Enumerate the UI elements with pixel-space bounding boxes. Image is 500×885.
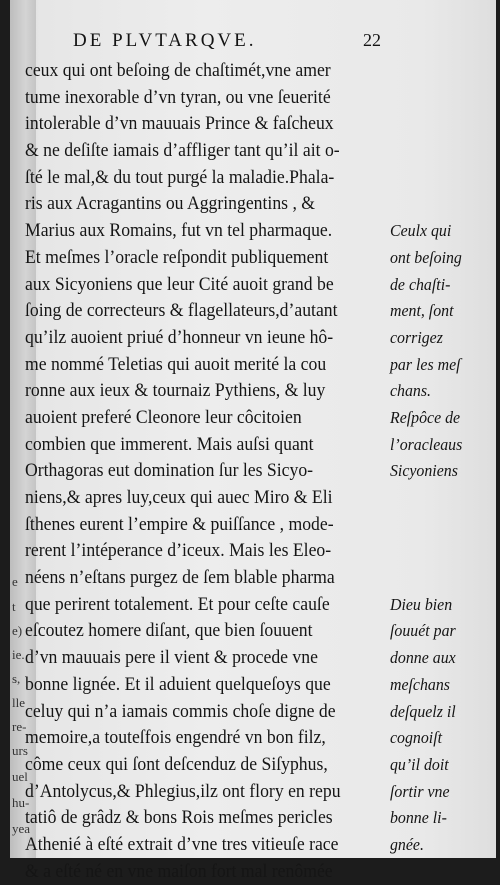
text-line: ceux qui ont beſoing de chaſtimét,vne amer — [25, 60, 331, 81]
margin-note — [390, 85, 490, 112]
margin-note — [390, 512, 490, 539]
text-line: combien que immerent. Mais auſsi quant — [25, 433, 314, 455]
margin-note: gnée. — [390, 834, 424, 854]
text-line: tume inexorable d’vn tyran, ou vne ſeuerité — [25, 86, 331, 108]
margin-note — [390, 565, 490, 592]
gutter-fragment: e) — [12, 623, 23, 638]
text-line: ſoing de correcteurs & flagellateurs,d’autant — [25, 300, 338, 322]
text-line: auoient preferé Cleonore leur côcitoien — [25, 406, 302, 428]
text-line: rerent l’intéperance d’iceux. Mais les Eleo- — [25, 540, 332, 562]
gutter-fragment: e — [12, 574, 18, 589]
margin-note: chans. — [390, 381, 432, 401]
gutter-fragment: ie. — [12, 647, 25, 662]
margin-note: ſouuét par — [390, 621, 456, 641]
margin-note — [390, 538, 490, 565]
margin-note: ont beſoing — [390, 247, 462, 267]
margin-note: bonne li- — [390, 808, 447, 828]
text-line: niens,& apres luy,ceux qui auec Miro & Eli — [25, 487, 333, 508]
book-page — [10, 0, 496, 882]
gutter-fragment: s, — [12, 671, 21, 686]
gutter-fragment: re- — [12, 719, 27, 734]
gutter-fragment: yea — [12, 821, 31, 836]
text-line: qu’ilz auoient priué d’honneur vn ieune hô- — [25, 326, 334, 348]
text-line: d’Antolycus,& Phlegius,ilz ont flory en repu — [25, 780, 341, 802]
gutter-fragment: urs — [12, 743, 28, 758]
text-line: intolerable d’vn mauuais Prince & faſcheux — [25, 113, 334, 135]
text-line: eſcoutez homere diſant, que bien ſouuent — [25, 620, 313, 642]
text-line: d’vn mauuais pere il vient & procede vne — [25, 647, 318, 669]
text-line: ris aux Acragantins ou Aggringentins , & — [25, 193, 316, 215]
text-line: ſté le mal,& du tout purgé la maladie.Phala- — [25, 166, 335, 188]
margin-note: deſquelz il — [390, 701, 456, 721]
page-header — [73, 30, 496, 54]
margin-note — [390, 138, 490, 165]
text-line: Marius aux Romains, fut vn tel pharmaque. — [25, 220, 333, 242]
margin-note: de chaſti- — [390, 274, 451, 294]
margin-note: meſchans — [390, 674, 450, 694]
text-line: me nommé Teletias qui auoit merité la cou — [25, 353, 327, 375]
text-line: ronne aux ieux & tournaiz Pythiens, & luy — [25, 380, 326, 402]
text-line: néens n’eſtans purgez de ſem blable pharma — [25, 567, 335, 589]
running-head: DE PLVTARQVE. — [73, 30, 257, 51]
margin-note: l’oracleaus — [390, 434, 463, 454]
margin-note — [390, 485, 490, 512]
margin-note: ment, ſont — [390, 301, 454, 321]
margin-note: ſortir vne — [390, 781, 450, 801]
text-line: memoire,a touteſfois engendré vn bon filz, — [25, 727, 326, 749]
margin-notes — [390, 58, 494, 885]
page-number: 22 — [363, 30, 381, 50]
margin-note — [390, 165, 490, 192]
margin-note: donne aux — [390, 648, 456, 668]
margin-note: Sicyoniens — [390, 461, 458, 481]
text-line: Et meſmes l’oracle reſpondit publiquement — [25, 246, 329, 268]
text-line: & a eſté né en vne maiſon fort mal renômée — [25, 860, 333, 882]
text-line: ſthenes eurent l’empire & puiſſance , mode- — [25, 513, 334, 535]
text-line: aux Sicyoniens que leur Cité auoit grand be — [25, 273, 334, 295]
margin-note: qu’il doit — [390, 754, 449, 774]
margin-note: Ceulx qui — [390, 221, 452, 241]
gutter-fragment: t — [12, 599, 16, 614]
margin-note — [390, 111, 490, 138]
text-line: bonne lignée. Et il aduient quelqueſoys que — [25, 673, 331, 695]
margin-note: cognoiſt — [390, 728, 443, 748]
margin-note — [390, 58, 490, 85]
gutter-fragment: hu- — [12, 795, 30, 810]
text-line: Athenié à eſté extrait d’vne tres vitieuſe race — [25, 833, 339, 855]
margin-note: Dieu bien — [390, 594, 453, 614]
margin-note — [390, 859, 490, 885]
gutter-fragment: uel — [12, 769, 28, 784]
margin-note: par les meſ — [390, 354, 461, 374]
gutter-fragment: lle — [12, 695, 25, 710]
text-line: Orthagoras eut domination ſur les Sicyo- — [25, 460, 314, 482]
margin-note: Reſpôce de — [390, 407, 461, 427]
text-line: côme ceux qui ſont deſcenduz de Siſyphus, — [25, 753, 328, 775]
margin-note — [390, 191, 490, 218]
margin-note: corrigez — [390, 327, 443, 347]
text-line: celuy qui n’a iamais commis choſe digne de — [25, 700, 336, 722]
text-line: tatiô de grâdz & bons Rois meſmes pericles — [25, 807, 333, 829]
text-line: & ne deſiſte iamais d’affliger tant qu’il ait o- — [25, 140, 340, 162]
body-text — [25, 58, 425, 885]
text-line: que perirent totalement. Et pour ceſte cauſe — [25, 593, 330, 615]
